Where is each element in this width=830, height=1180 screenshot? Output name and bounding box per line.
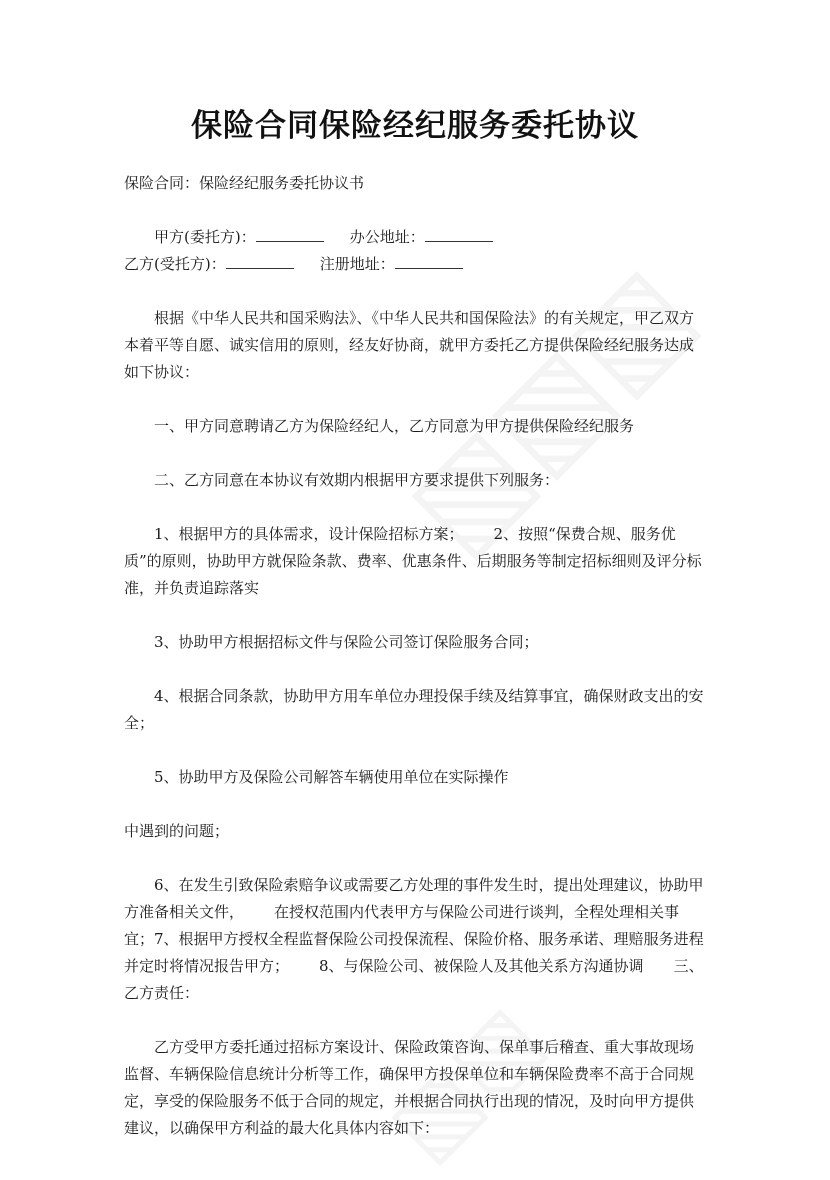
document-subtitle: 保险合同：保险经纪服务委托协议书 bbox=[124, 174, 365, 192]
service-item-2: 2、按照“保费合规、服务优质”的原则，协助甲方就保险条款、费率、优惠条件、后期服务等制定招标细则及评分标准，并负责追踪落实 bbox=[124, 525, 702, 597]
service-item-8: 8、与保险公司、被保险人及其他关系方沟通协调 bbox=[319, 957, 644, 975]
service-items-1-2 bbox=[124, 521, 706, 602]
office-address-field bbox=[350, 224, 493, 251]
service-item-5: 5、协助甲方及保险公司解答车辆使用单位在实际操作 bbox=[154, 768, 509, 786]
intro-paragraph: 根据《中华人民共和国采购法》、《中华人民共和国保险法》的有关规定，甲乙双方本着平等自愿、诚实信用的原则，经友好协商，就甲方委托乙方提供保险经纪服务达成如下协议： bbox=[124, 309, 695, 381]
service-item-3: 3、协助甲方根据招标文件与保险公司签订保险服务合同； bbox=[154, 633, 539, 651]
responsibility-paragraph: 乙方受甲方委托通过招标方案设计、保险政策咨询、保单事后稽查、重大事故现场监督、车辆保险信息统计分析等工作，确保甲方投保单位和车辆保险费率不高于合同规定，享受的保险服务不低于合同的规定，并根据合同执行出现的情况，及时向甲方提供建议，以确保甲方利益的最大化具体内容如下： bbox=[124, 1038, 695, 1137]
party-b-field bbox=[124, 251, 294, 278]
page-title: 保险合同保险经纪服务委托协议 bbox=[191, 108, 639, 144]
clause-1: 一、甲方同意聘请乙方为保险经纪人，乙方同意为甲方提供保险经纪服务 bbox=[154, 417, 635, 435]
registered-address-field bbox=[320, 251, 463, 278]
clause-2: 二、乙方同意在本协议有效期内根据甲方要求提供下列服务： bbox=[154, 471, 560, 489]
party-a-field bbox=[124, 224, 324, 251]
party-a-label: 甲方(委托方)： bbox=[154, 228, 256, 246]
service-items-6-8 bbox=[124, 872, 706, 1007]
service-item-4: 4、根据合同条款，协助甲方用车单位办理投保手续及结算事宜，确保财政支出的安全； bbox=[124, 687, 704, 732]
service-item-6b: 在授权范围内代表甲方与保险公司进行谈判，全程处理相关事宜； bbox=[124, 903, 680, 948]
party-b-blank bbox=[226, 252, 294, 269]
document-body bbox=[124, 170, 706, 1169]
party-b-label: 乙方(受托方)： bbox=[124, 255, 226, 273]
clause-3: 三、乙方责任： bbox=[124, 957, 704, 1002]
party-a-blank bbox=[256, 225, 324, 242]
registered-address-blank bbox=[395, 252, 463, 269]
service-item-7: 7、根据甲方授权全程监督保险公司投保流程、保险价格、服务承诺、理赔服务进程并定时将情况报告甲方； bbox=[124, 930, 704, 975]
parties-block bbox=[124, 224, 706, 278]
registered-address-label: 注册地址： bbox=[319, 255, 395, 273]
service-item-5-continued: 中遇到的问题； bbox=[124, 822, 230, 840]
service-item-6a: 6、在发生引致保险索赔争议或需要乙方处理的事件发生时，提出处理建议，协助甲方准备相关文件， bbox=[124, 876, 704, 921]
office-address-label: 办公地址： bbox=[349, 228, 425, 246]
service-item-1: 1、根据甲方的具体需求，设计保险招标方案； bbox=[154, 525, 464, 543]
office-address-blank bbox=[425, 225, 493, 242]
